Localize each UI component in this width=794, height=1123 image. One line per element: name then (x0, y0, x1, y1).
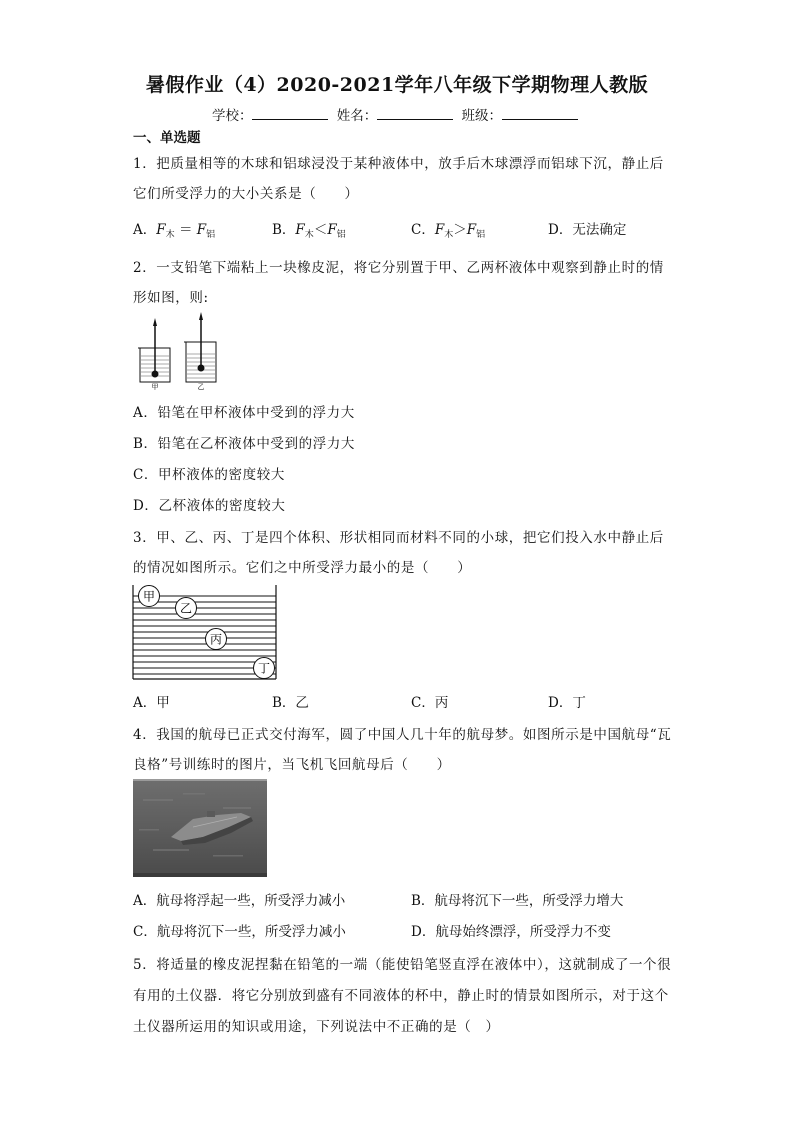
beaker-jia (138, 318, 170, 391)
student-info-line (0, 104, 794, 124)
q1-option-c: C．$F_木>F_铝$ (411, 222, 486, 240)
q4-stem-line2: 良格”号训练时的图片，当飞机飞回航母后（ ） (133, 757, 451, 773)
q3-stem-line1: 3．甲、乙、丙、丁是四个体积、形状相同而材料不同的小球，把它们投入水中静止后 (133, 530, 664, 546)
q1-option-b: B．$F_木<F_铝$ (272, 222, 346, 240)
ball-ding (254, 658, 275, 679)
q1-option-a: A．$F_木 = F_铝$ (133, 222, 216, 240)
section-heading: 一、单选题 (133, 130, 201, 146)
name-label: 姓名： (336, 108, 378, 124)
q2-option-c: C．甲杯液体的密度较大 (133, 467, 285, 483)
q1-stem-line2: 它们所受浮力的大小关系是（ ） (133, 186, 359, 202)
q4-carrier-photo (133, 779, 267, 877)
page-title: 暑假作业（4）2020-2021学年八年级下学期物理人教版 (145, 74, 649, 96)
school-label: 学校： (211, 108, 253, 124)
name-blank[interactable] (377, 107, 453, 120)
beaker-yi-label: 乙 (197, 383, 205, 391)
ball-bing (206, 629, 227, 650)
svg-text:乙: 乙 (179, 601, 193, 616)
q2-beakers-figure (132, 312, 222, 392)
svg-text:丁: 丁 (257, 661, 271, 676)
q3-option-c: C．丙 (411, 695, 449, 711)
q5-stem-line2: 有用的土仪器．将它分别放到盛有不同液体的杯中，静止时的情景如图所示，对于这个 (133, 988, 669, 1004)
beaker-jia-label: 甲 (151, 383, 159, 391)
q4-option-b: B．航母将沉下一些，所受浮力增大 (411, 893, 624, 909)
q3-option-a: A．甲 (133, 695, 170, 711)
q2-option-a: A．铅笔在甲杯液体中受到的浮力大 (133, 405, 355, 421)
q3-option-d: D．丁 (548, 695, 586, 711)
q2-stem-line1: 2．一支铅笔下端粘上一块橡皮泥，将它分别置于甲、乙两杯液体中观察到静止时的情 (133, 260, 664, 276)
q1-option-d: D．无法确定 (548, 222, 627, 238)
q3-option-b: B．乙 (272, 695, 309, 711)
ball-jia (139, 586, 160, 607)
svg-text:丙: 丙 (209, 632, 223, 647)
q1-stem-line1: 1．把质量相等的木球和铝球浸没于某种液体中，放手后木球漂浮而铝球下沉，静止后 (133, 156, 664, 172)
q2-option-d: D．乙杯液体的密度较大 (133, 498, 286, 514)
class-label: 班级： (461, 108, 503, 124)
q4-stem-line1: 4．我国的航母已正式交付海军，圆了中国人几十年的航母梦。如图所示是中国航母“瓦 (133, 727, 672, 743)
q2-option-b: B．铅笔在乙杯液体中受到的浮力大 (133, 436, 356, 452)
q4-option-c: C．航母将沉下一些，所受浮力减小 (133, 924, 346, 940)
q2-stem-line2: 形如图，则: (133, 290, 209, 306)
beaker-yi (184, 312, 216, 391)
q3-balls-figure (130, 583, 280, 683)
school-blank[interactable] (252, 107, 328, 120)
q5-stem-line3: 土仪器所运用的知识或用途，下列说法中不正确的是（ ） (133, 1019, 500, 1035)
q4-option-a: A．航母将浮起一些，所受浮力减小 (133, 893, 346, 909)
q3-stem-line2: 的情况如图所示。它们之中所受浮力最小的是（ ） (133, 560, 472, 576)
q5-stem-line1: 5．将适量的橡皮泥捏黏在铅笔的一端（能使铅笔竖直浮在液体中），这就制成了一个很 (133, 957, 672, 973)
ball-yi (176, 598, 197, 619)
q4-option-d: D．航母始终漂浮，所受浮力不变 (411, 924, 611, 940)
class-blank[interactable] (502, 107, 578, 120)
svg-text:甲: 甲 (142, 589, 156, 604)
